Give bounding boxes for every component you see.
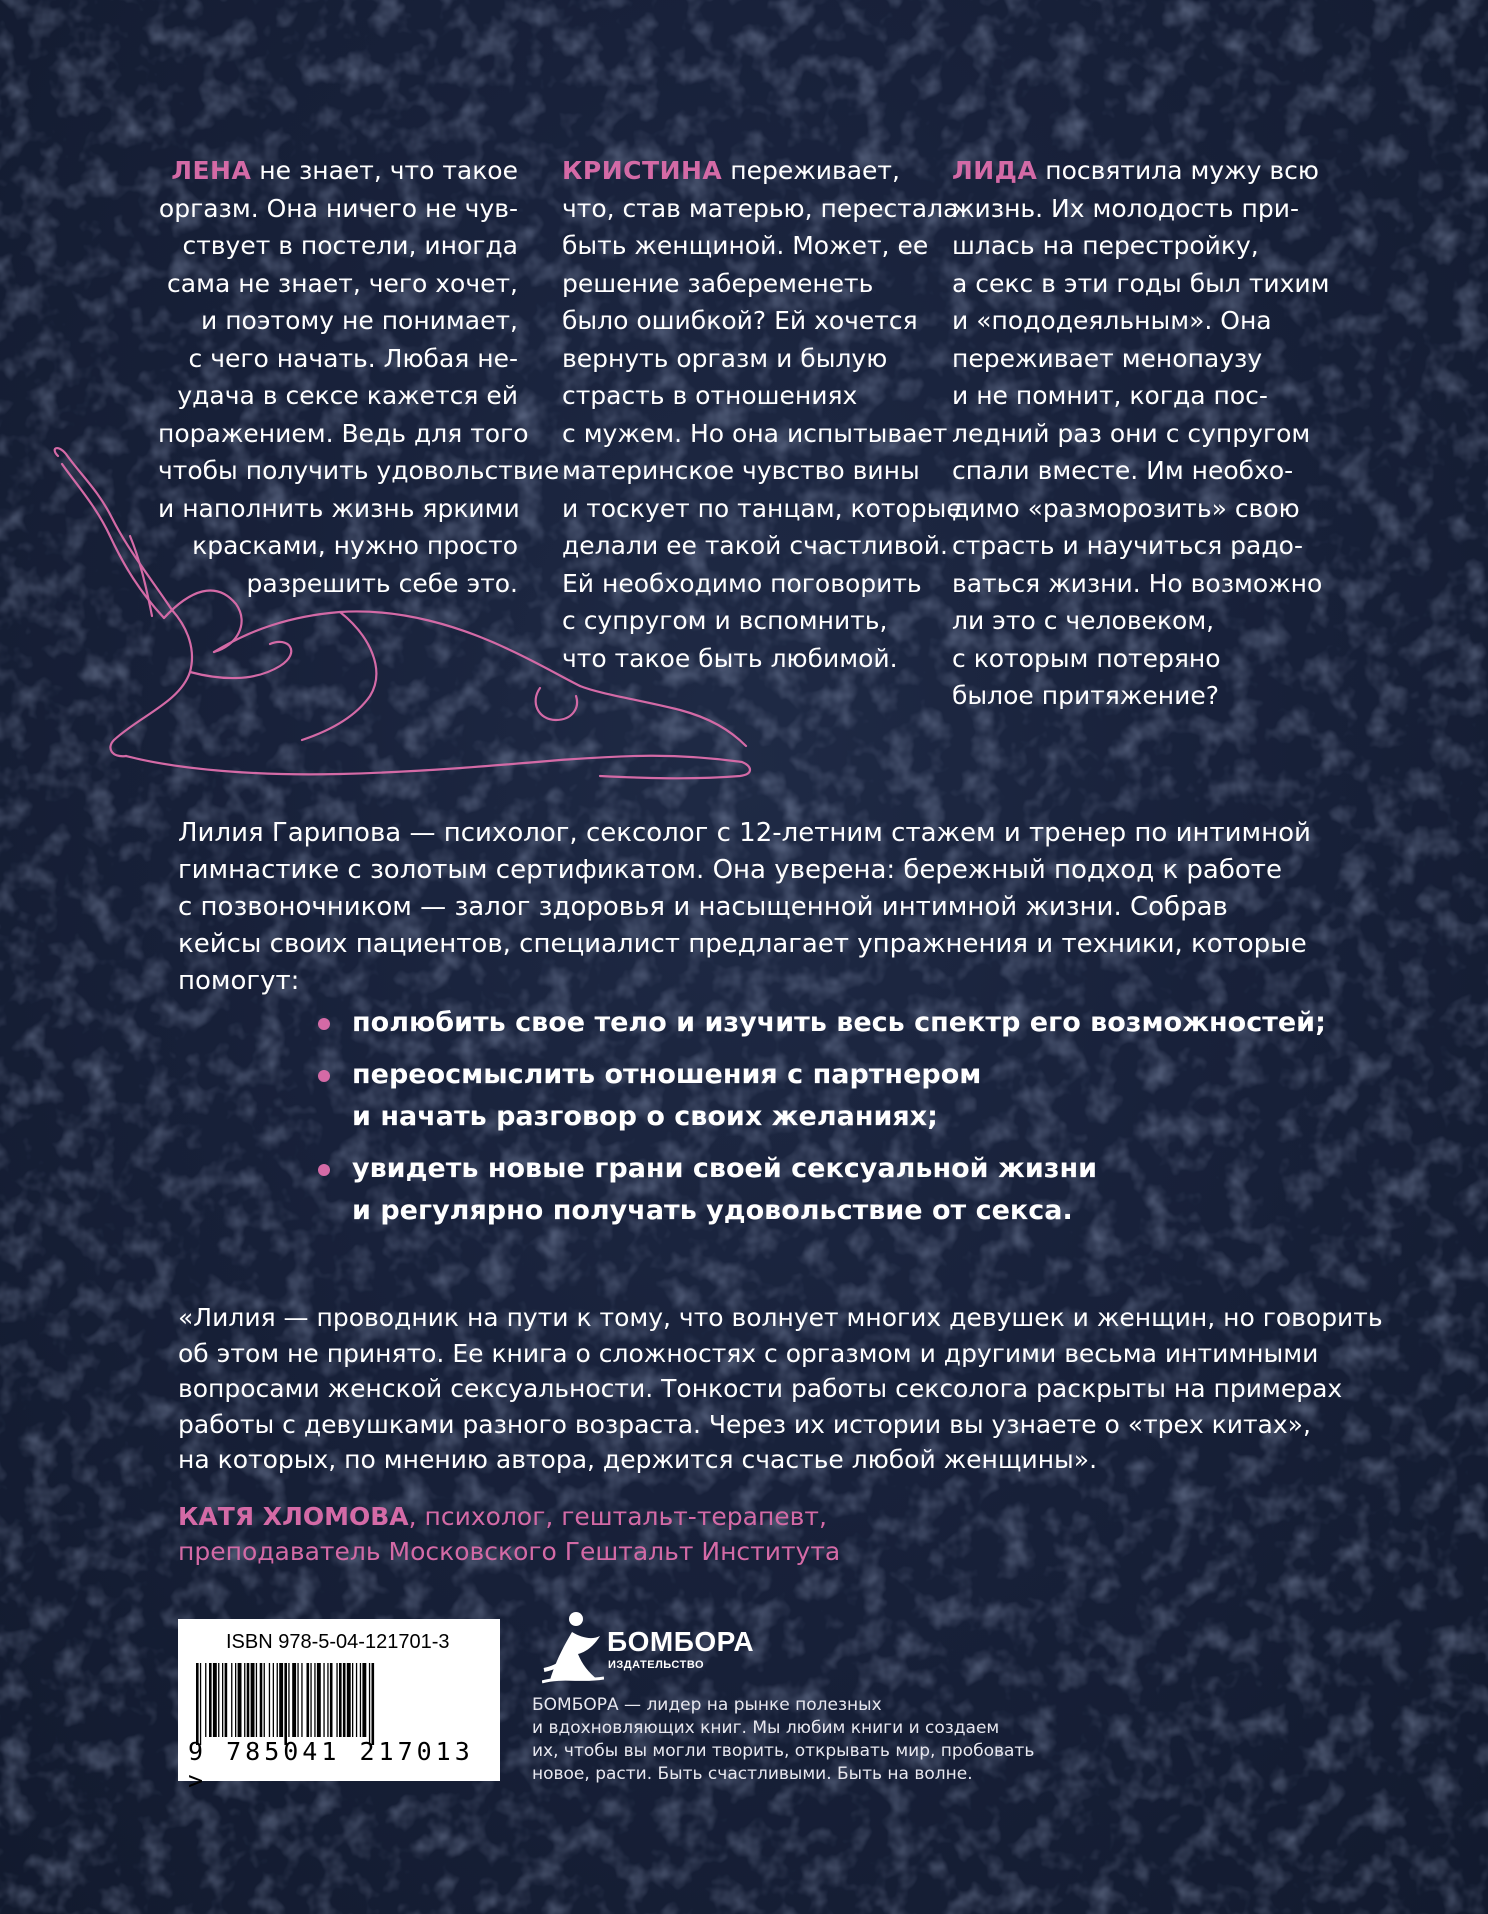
publisher-logo-subtitle: ИЗДАТЕЛЬСТВО — [608, 1659, 705, 1671]
barcode-bar — [218, 1663, 219, 1737]
barcode-bar — [297, 1663, 298, 1737]
isbn-number: ISBN 978-5-04-121701-3 — [226, 1631, 450, 1653]
barcode-bar — [244, 1663, 245, 1737]
barcode-bar — [196, 1663, 199, 1745]
woman-line-art-illustration — [40, 440, 800, 790]
barcode-bar — [213, 1663, 217, 1737]
barcode-bar — [372, 1663, 375, 1745]
benefits-list — [318, 1002, 1326, 1242]
bombora-figure-icon — [542, 1610, 604, 1686]
barcode-bar — [264, 1663, 265, 1737]
barcode-bar — [247, 1663, 250, 1737]
author-intro-paragraph: Лилия Гарипова — психолог, сексолог с 12-летним стажем и тренер по интимной гимнастике с золотым сертификатом. Она уверена: бережный подход к работе с позвоночником — залог здоровья и насыщенной интимной жизни. Собрав кейсы своих пациентов, специалист предлагает упражнения и техники, которые помогут: — [178, 818, 1311, 996]
publisher-logo-text: БОМБОРА — [607, 1626, 755, 1657]
barcode-bar — [288, 1663, 289, 1737]
barcode-bar — [314, 1663, 315, 1737]
barcode-bar — [317, 1663, 321, 1737]
barcode-bar — [336, 1663, 337, 1737]
barcode-bar — [235, 1663, 236, 1737]
barcode-bar — [310, 1663, 311, 1737]
barcode-bar — [200, 1663, 201, 1745]
character-name: ЛЕНА — [171, 156, 252, 185]
barcode-bar — [251, 1663, 255, 1737]
barcode-bar — [269, 1663, 270, 1737]
author-affiliation: преподаватель Московского Гештальт Института — [178, 1537, 841, 1566]
barcode-bar — [343, 1663, 346, 1737]
barcode-bar — [225, 1663, 228, 1737]
list-item: увидеть новые грани своей сексуальной жизни и регулярно получать удовольствие от секса. — [318, 1148, 1318, 1232]
story-column-kristina: КРИСТИНА переживает, что, став матерью, перестала быть женщиной. Может, ее решение забеременеть было ошибкой? Ей хочется вернуть оргазм и былую страсть в отношениях с мужем. Но она испытывает материнское чувство вины и тоскует по танцам, которые делали ее такой счастливой. Ей необходимо поговорить с супругом и вспомнить, что такое быть любимой. — [562, 156, 962, 673]
barcode-bar — [256, 1663, 257, 1737]
barcode-bars — [196, 1663, 486, 1745]
barcode-bar — [369, 1663, 370, 1745]
barcode-bar — [323, 1663, 324, 1737]
barcode-bar — [205, 1663, 206, 1737]
author-role: , психолог, гештальт-терапевт, — [408, 1502, 827, 1531]
barcode-bar — [231, 1663, 232, 1737]
list-item: полюбить свое тело и изучить весь спектр его возможностей; — [318, 1002, 1318, 1044]
story-column-lida: ЛИДА посвятила мужу всю жизнь. Их молодость при- шлась на перестройку, а секс в эти годы был тихим и «пододеяльным». Она переживает менопаузу и не помнит, когда пос- ледний раз они с супругом спали вместе. Им необхо- димо «разморозить» свою страсть и научиться радо- ваться жизни. Но возможно ли это с человеком, с которым потеряно былое притяжение? — [952, 156, 1330, 710]
barcode-bar — [327, 1663, 328, 1737]
barcode-bar — [362, 1663, 366, 1737]
barcode-bar — [277, 1663, 278, 1737]
barcode-bar — [279, 1663, 283, 1737]
quote-author — [178, 1499, 840, 1569]
barcode-bar — [352, 1663, 353, 1737]
barcode-bar — [284, 1663, 287, 1745]
barcode-bar — [360, 1663, 361, 1737]
bullet-dot-icon — [318, 1018, 330, 1030]
barcode-bar — [260, 1663, 263, 1737]
publisher-description: БОМБОРА — лидер на рынке полезных и вдохновляющих книг. Мы любим книги и создаем их, чтобы вы могли творить, открывать мир, пробовать новое, расти. Быть счастливыми. Быть на волне. — [532, 1695, 1035, 1784]
barcode-bar — [209, 1663, 212, 1737]
bullet-dot-icon — [318, 1164, 330, 1176]
character-name: КРИСТИНА — [562, 156, 723, 185]
barcode-bar — [356, 1663, 357, 1737]
barcode-bar — [222, 1663, 223, 1737]
barcode-bar — [273, 1663, 274, 1737]
barcode-bar — [292, 1663, 296, 1737]
list-item: переосмыслить отношения с партнером и начать разговор о своих желаниях; — [318, 1054, 1318, 1138]
character-name: ЛИДА — [952, 156, 1038, 185]
isbn-barcode — [178, 1619, 500, 1795]
barcode-bar — [238, 1663, 242, 1737]
barcode-bar — [330, 1663, 333, 1737]
author-name: КАТЯ ХЛОМОВА — [178, 1502, 409, 1531]
barcode-bar — [301, 1663, 302, 1737]
barcode-bar — [307, 1663, 310, 1737]
testimonial-quote: «Лилия — проводник на пути к тому, что волнует многих девушек и женщин, но говорить об этом не принято. Ее книга о сложностях с оргазмом и другими весьма интимными вопросами женской сексуальности. Тонкости работы сексолога раскрыты на примерах работы с девушками разного возраста. Через их истории вы узнаете о «трех китах», на которых, по мнению автора, держится счастье любой женщины». — [178, 1303, 1383, 1474]
barcode-bar — [347, 1663, 351, 1737]
barcode-digits: 9 785041 217013 > — [188, 1737, 474, 1795]
bullet-dot-icon — [318, 1070, 330, 1082]
barcode-bar — [339, 1663, 342, 1737]
story-column-lena: ЛЕНА не знает, что такое оргазм. Она ничего не чув- ствует в постели, иногда сама не знает, чего хочет, и поэтому не понимает, с чего начать. Любая не- удача в сексе кажется ей поражением. Ведь для того чтобы получить удовольствие и наполнить жизнь яркими красками, нужно просто разрешить себе это. — [158, 156, 560, 598]
